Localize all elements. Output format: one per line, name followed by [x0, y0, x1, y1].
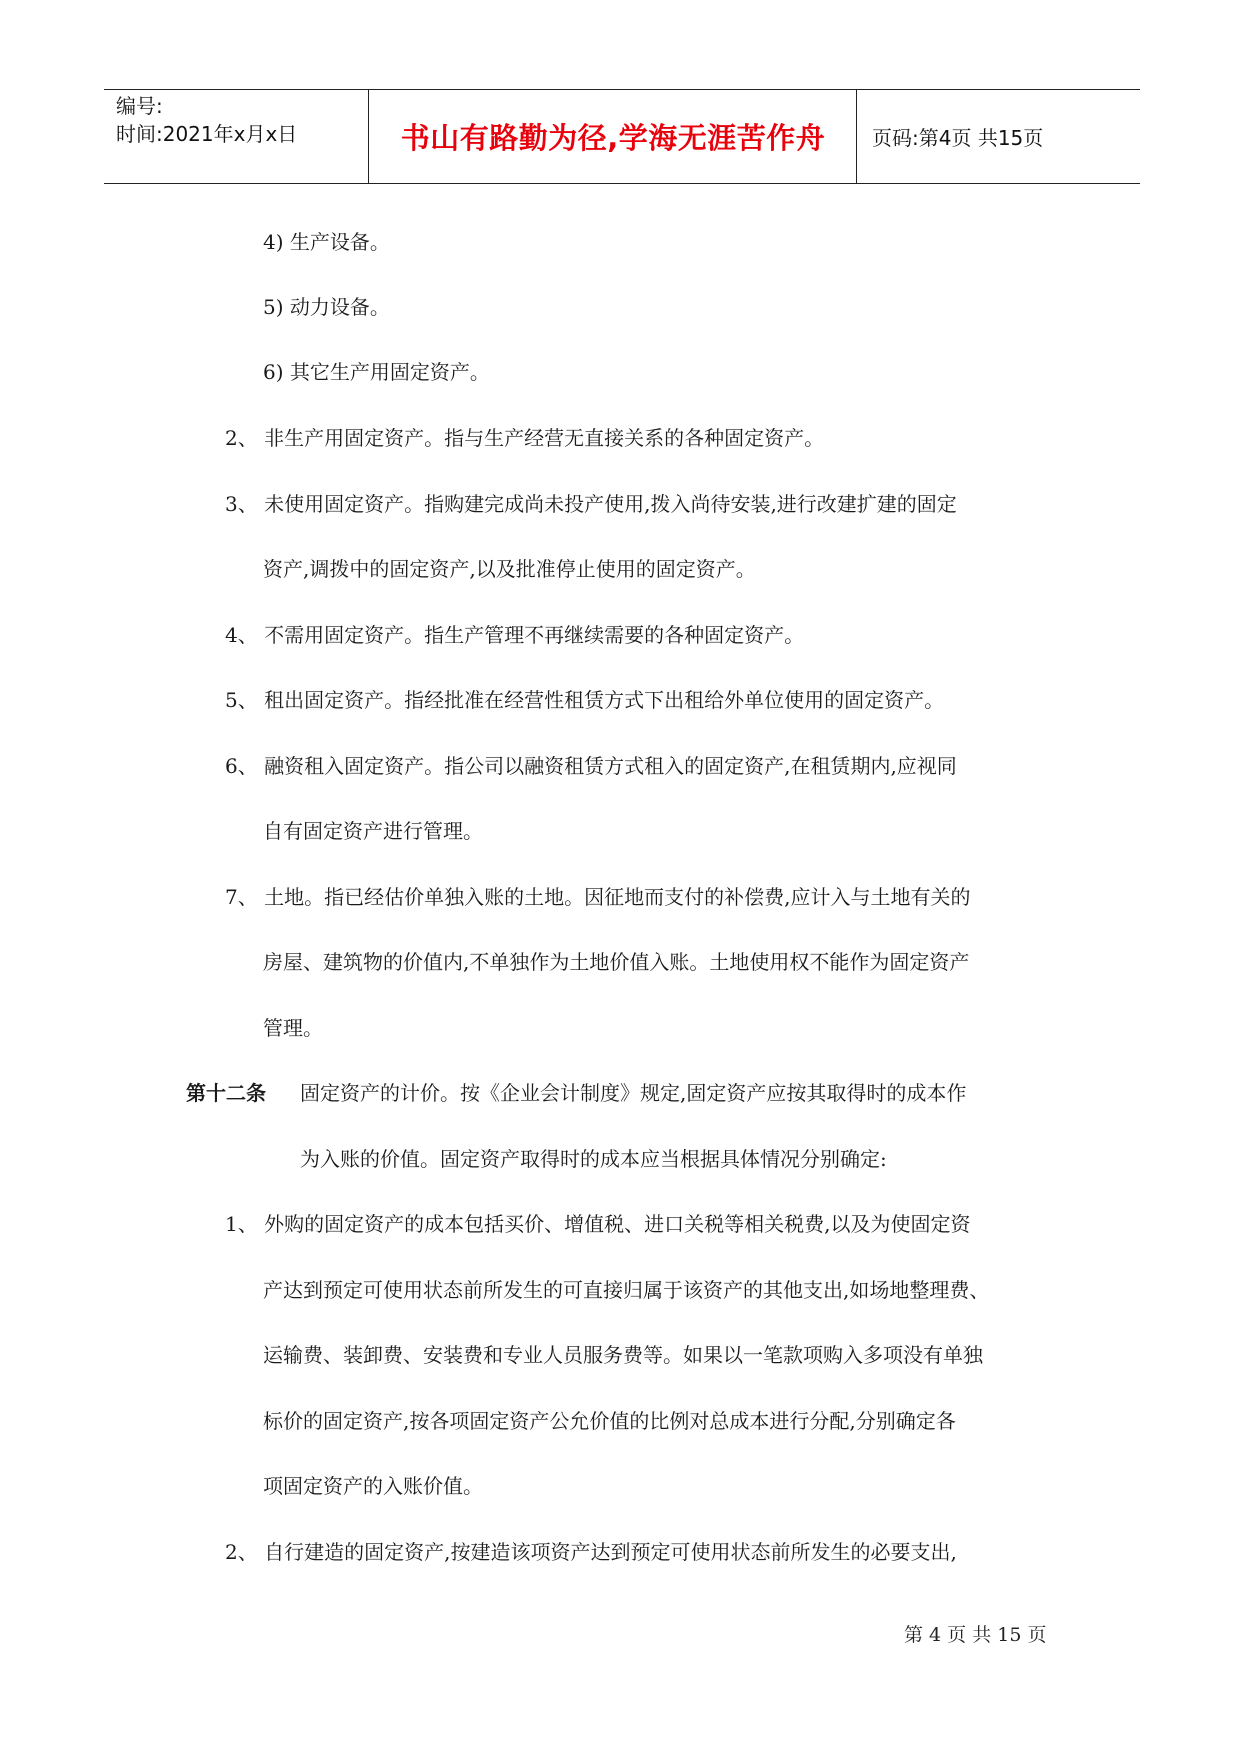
text-line: 资产,调拨中的固定资产,以及批准停止使用的固定资产。	[263, 557, 756, 581]
text-line: 运输费、装卸费、安装费和专业人员服务费等。如果以一笔款项购入多项没有单独	[263, 1343, 983, 1367]
text-line: 6、 融资租入固定资产。指公司以融资租赁方式租入的固定资产,在租赁期内,应视同	[225, 754, 957, 778]
text-line: 5、 租出固定资产。指经批准在经营性租赁方式下出租给外单位使用的固定资产。	[225, 688, 945, 712]
text-line: 4) 生产设备。	[263, 230, 390, 254]
document-time-label: 时间:2021年x月x日	[116, 122, 298, 146]
text-line: 自有固定资产进行管理。	[263, 819, 483, 843]
page-footer: 第 4 页 共 15 页	[904, 1624, 1047, 1646]
document-header	[104, 89, 1140, 184]
text-line: 1、 外购的固定资产的成本包括买价、增值税、进口关税等相关税费,以及为使固定资	[225, 1212, 971, 1236]
text-line: 5) 动力设备。	[263, 295, 390, 319]
text-line: 固定资产的计价。按《企业会计制度》规定,固定资产应按其取得时的成本作	[300, 1081, 967, 1105]
header-divider-2	[856, 90, 857, 183]
text-line: 3、 未使用固定资产。指购建完成尚未投产使用,拨入尚待安装,进行改建扩建的固定	[225, 492, 957, 516]
text-line: 标价的固定资产,按各项固定资产公允价值的比例对总成本进行分配,分别确定各	[263, 1409, 956, 1433]
document-number-label: 编号:	[116, 94, 163, 118]
text-line: 6) 其它生产用固定资产。	[263, 360, 490, 384]
text-line: 7、 土地。指已经估价单独入账的土地。因征地而支付的补偿费,应计入与土地有关的	[225, 885, 971, 909]
text-line: 2、 自行建造的固定资产,按建造该项资产达到预定可使用状态前所发生的必要支出,	[225, 1540, 957, 1564]
text-line: 房屋、建筑物的价值内,不单独作为土地价值入账。土地使用权不能作为固定资产	[263, 950, 970, 974]
text-line: 管理。	[263, 1016, 323, 1040]
text-line: 项固定资产的入账价值。	[263, 1474, 483, 1498]
header-motto: 书山有路勤为径,学海无涯苦作舟	[400, 121, 826, 155]
text-line: 2、 非生产用固定资产。指与生产经营无直接关系的各种固定资产。	[225, 426, 825, 450]
header-page-label: 页码:第4页 共15页	[872, 126, 1044, 150]
text-line: 为入账的价值。固定资产取得时的成本应当根据具体情况分别确定:	[300, 1147, 887, 1171]
text-line: 4、 不需用固定资产。指生产管理不再继续需要的各种固定资产。	[225, 623, 805, 647]
text-line: 产达到预定可使用状态前所发生的可直接归属于该资产的其他支出,如场地整理费、	[263, 1278, 990, 1302]
article-title: 第十二条	[186, 1081, 266, 1105]
header-divider-1	[368, 90, 369, 183]
header-left-cell	[116, 92, 366, 148]
